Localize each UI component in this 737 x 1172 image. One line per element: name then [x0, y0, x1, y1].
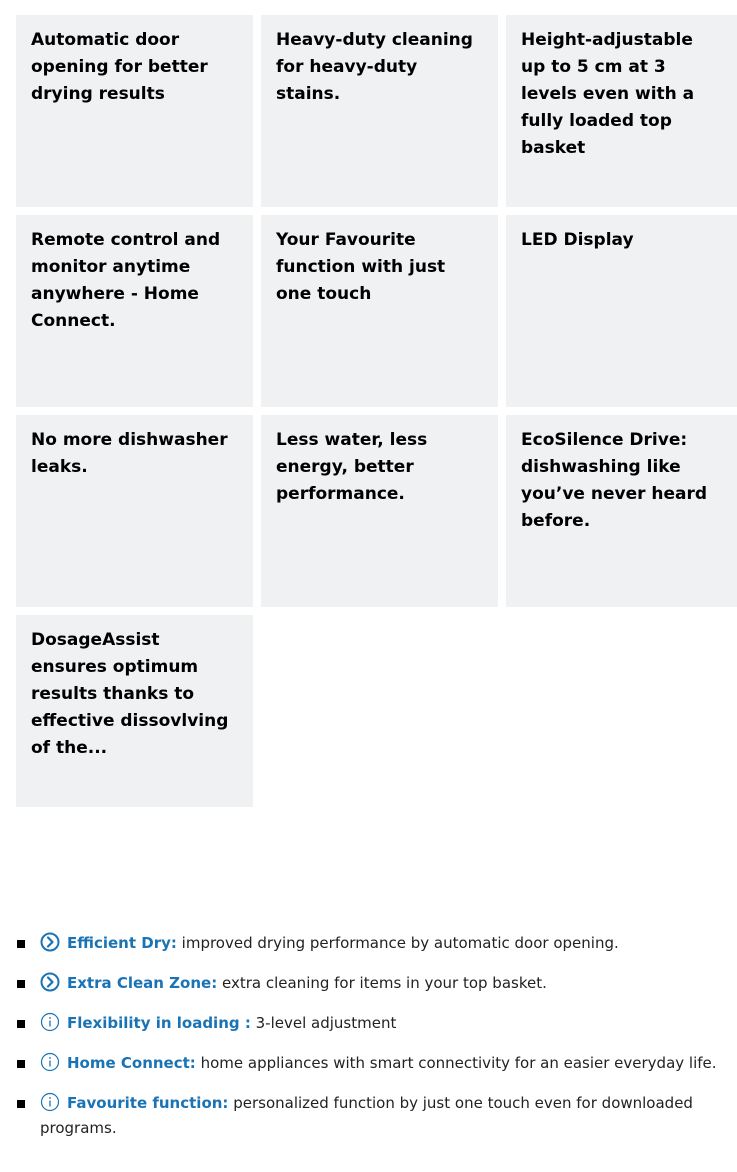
- tile-label: Your Favourite function with just one touch: [276, 230, 446, 304]
- feature-description: 3-level adjustment: [255, 1014, 397, 1032]
- info-circle-icon[interactable]: [40, 1012, 60, 1032]
- bullet-square: [17, 1020, 25, 1028]
- feature-description: personalized function by just one touch even for downloaded programs.: [40, 1094, 693, 1137]
- bullet-square: [17, 980, 25, 988]
- tile-ecosilence[interactable]: [506, 415, 737, 607]
- chevron-right-circle-icon[interactable]: [40, 932, 60, 952]
- tile-label: No more dishwasher leaks.: [31, 430, 228, 477]
- info-circle-icon[interactable]: [40, 1092, 60, 1112]
- chevron-right-circle-icon[interactable]: [40, 972, 60, 992]
- tile-less-water[interactable]: [261, 415, 498, 607]
- tile-heavy-duty[interactable]: [261, 15, 498, 207]
- tile-no-leaks[interactable]: [16, 415, 253, 607]
- feature-description: extra cleaning for items in your top basket.: [222, 974, 547, 992]
- tile-remote-control[interactable]: [16, 215, 253, 407]
- feature-item-favourite-function: [0, 1091, 737, 1141]
- feature-description: home appliances with smart connectivity for an easier everyday life.: [200, 1054, 717, 1072]
- feature-item-home-connect: [0, 1051, 737, 1076]
- tile-label: Height-adjustable up to 5 cm at 3 levels even with a fully loaded top basket: [521, 30, 695, 158]
- feature-title: Extra Clean Zone:: [67, 974, 218, 992]
- feature-item-efficient-dry: [0, 931, 737, 956]
- tile-label: Heavy-duty cleaning for heavy-duty stains.: [276, 30, 473, 104]
- tile-label: Remote control and monitor anytime anywhere - Home Connect.: [31, 230, 221, 331]
- tile-label: DosageAssist ensures optimum results thanks to effective dissovlving of the...: [31, 630, 229, 758]
- tile-favourite-function[interactable]: [261, 215, 498, 407]
- feature-title: Efficient Dry:: [67, 934, 177, 952]
- info-circle-icon[interactable]: [40, 1052, 60, 1072]
- tile-label: Less water, less energy, better performance.: [276, 430, 428, 504]
- feature-item-extra-clean-zone: [0, 971, 737, 996]
- feature-title: Flexibility in loading :: [67, 1014, 251, 1032]
- tile-height-adjustable[interactable]: [506, 15, 737, 207]
- tile-dosageassist[interactable]: [16, 615, 253, 807]
- feature-tile-grid: [16, 15, 737, 807]
- feature-description: improved drying performance by automatic door opening.: [181, 934, 619, 952]
- tile-label: LED Display: [521, 230, 634, 250]
- tile-automatic-door[interactable]: [16, 15, 253, 207]
- tile-led-display[interactable]: [506, 215, 737, 407]
- feature-item-flexibility: [0, 1011, 737, 1036]
- tile-label: EcoSilence Drive: dishwashing like you’ve never heard before.: [521, 430, 708, 531]
- bullet-square: [17, 1060, 25, 1068]
- feature-title: Favourite function:: [67, 1094, 229, 1112]
- feature-list: [0, 931, 737, 1156]
- tile-label: Automatic door opening for better drying results: [31, 30, 208, 104]
- feature-title: Home Connect:: [67, 1054, 196, 1072]
- bullet-square: [17, 940, 25, 948]
- bullet-square: [17, 1100, 25, 1108]
